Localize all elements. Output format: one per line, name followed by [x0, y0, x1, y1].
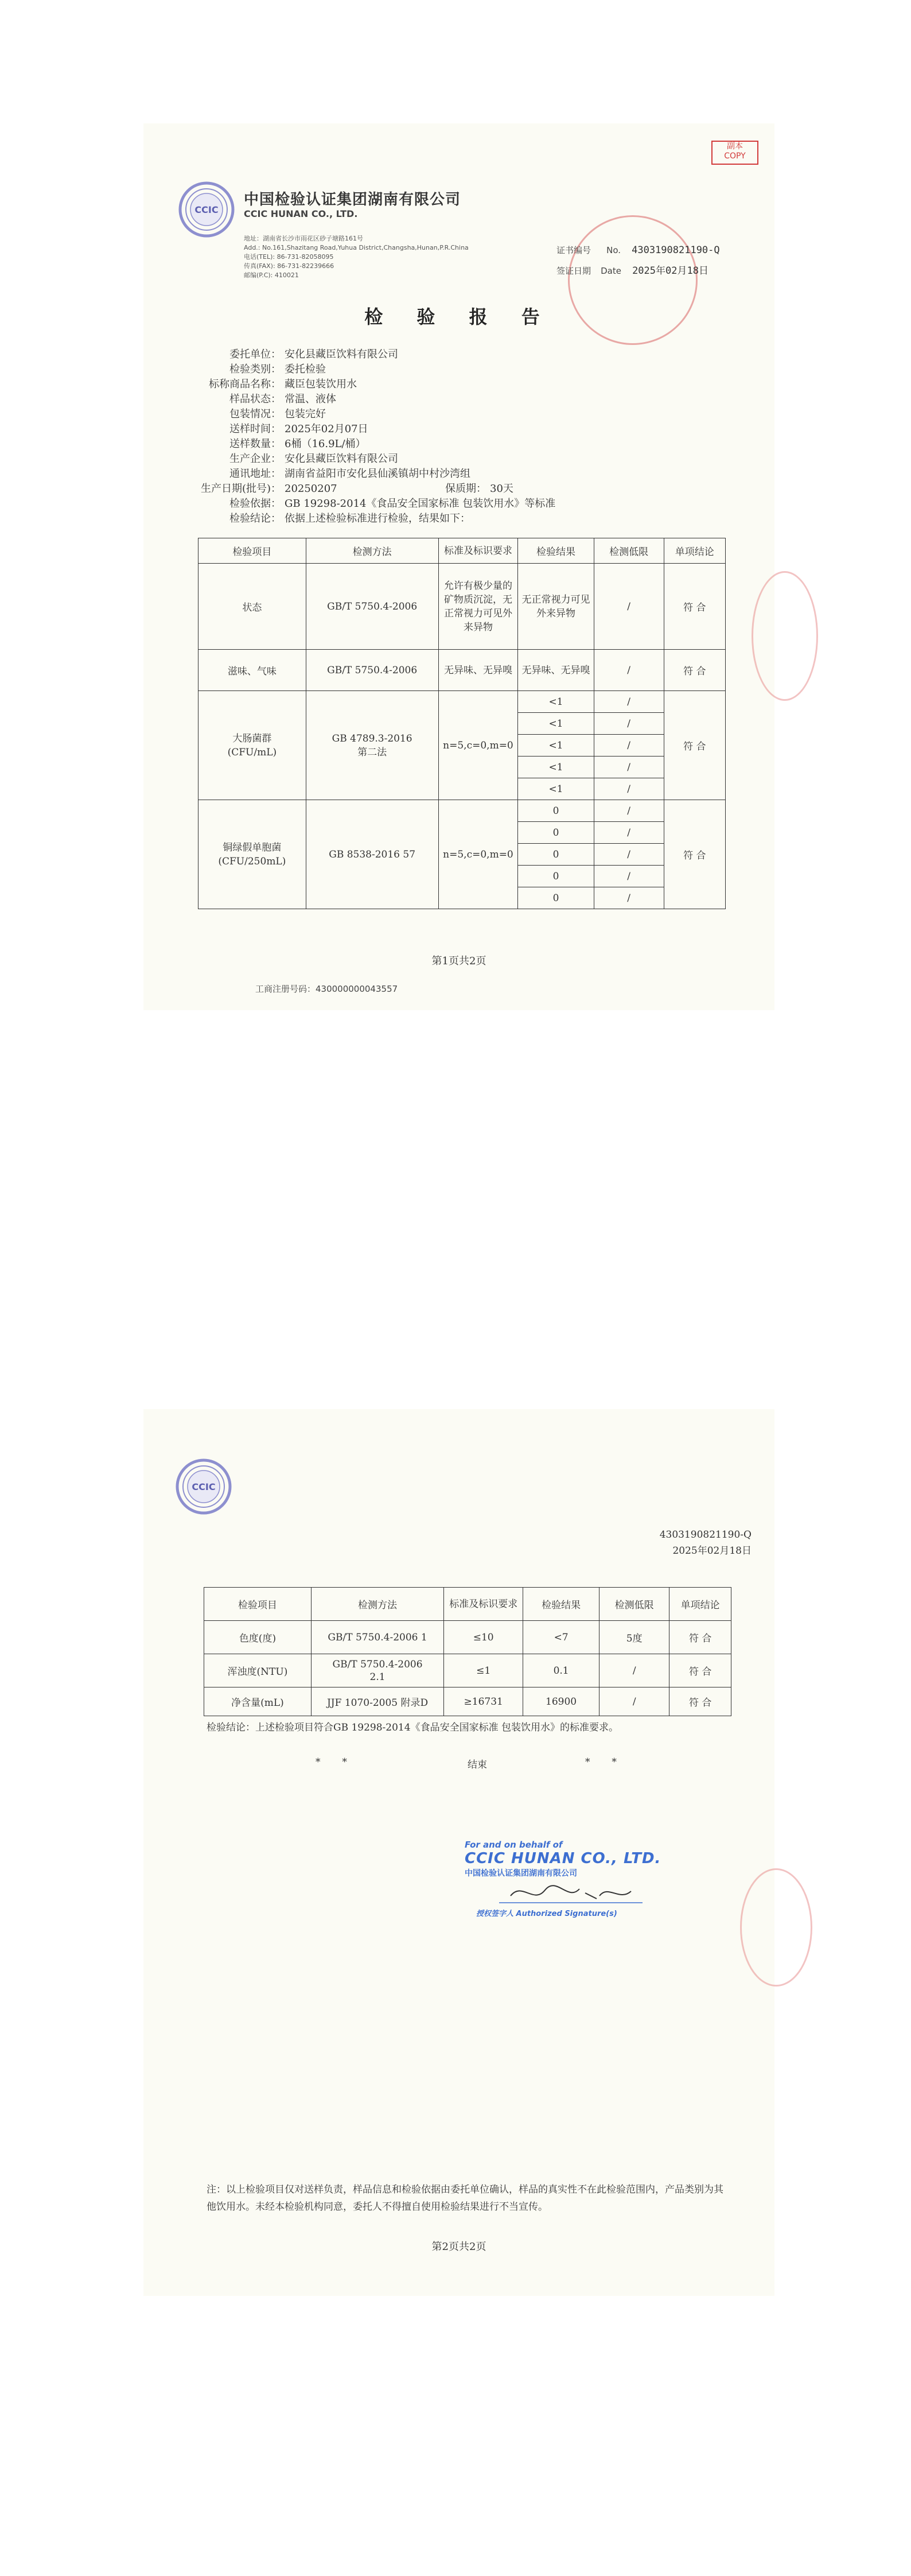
results-table-1 [198, 538, 726, 909]
field-client: 委托单位： 安化县藏臣饮料有限公司 [229, 348, 398, 360]
side-seal-mark [752, 571, 818, 701]
table-subrow: <1 / [198, 778, 726, 800]
copy-stamp [711, 141, 758, 165]
cert-date-value: 2025年02月18日 [632, 265, 708, 277]
stamp-line-1: For and on behalf of [465, 1840, 563, 1850]
table-subrow: <1 / [198, 756, 726, 778]
signature-icon [499, 1879, 648, 1907]
report-fields [149, 347, 555, 526]
field-sample-qty: 送样数量： 6桶（16.9L/桶） [229, 438, 366, 450]
page2-conclusion: 检验结论：上述检验项目符合GB 19298-2014《食品安全国家标准 包装饮用水》的标准要求。 [207, 1722, 618, 1733]
cert-no-value: 4303190821190-Q [632, 245, 720, 256]
address-line: 电话(TEL): 86-731-82058095 [244, 253, 334, 261]
results-table-2 [204, 1587, 731, 1716]
end-mark-left: * * [316, 1756, 347, 1768]
side-seal-mark [740, 1868, 812, 1987]
report-title: 检 验 报 告 [364, 306, 554, 328]
address-line: 邮编(P.C): 410021 [244, 271, 299, 279]
table-subrow: 0 / [198, 844, 726, 866]
ccic-logo-icon [178, 181, 235, 238]
cert-info [556, 244, 720, 281]
field-conclusion: 检验结论： 依据上述检验标准进行检验，结果如下： [229, 513, 470, 525]
cert-date-label: 签证日期 [556, 266, 591, 276]
page-number-2: 第2页共2页 [431, 2241, 486, 2253]
field-production-date: 生产日期(批号)： 20250207 保质期： 30天 [200, 483, 513, 495]
org-address-block [244, 234, 469, 280]
stamp-line-4: 授权签字人 Authorized Signature(s) [476, 1910, 617, 1918]
org-name-cn: 中国检验认证集团湖南有限公司 [244, 191, 461, 208]
table-subrow: 0 / [198, 866, 726, 887]
table-subrow: <1 / [198, 713, 726, 735]
field-category: 检验类别： 委托检验 [229, 363, 326, 375]
shelf-life-label: 保质期： [445, 483, 486, 495]
table-row: 铜绿假单胞菌 (CFU/250mL) GB 8538-2016 57 n=5,c=0,m=0 0 / 符 合 [198, 800, 726, 822]
cert-date-label-en: Date [601, 266, 621, 276]
logo-text: CCIC [192, 1481, 216, 1492]
page2-cert-info [614, 1527, 752, 1559]
table-row: 净含量(mL) JJF 1070-2005 附录D ≥16731 16900 / 符 合 [204, 1687, 731, 1716]
copy-stamp-cn: 副本 [727, 142, 743, 151]
end-mark-right: * * [585, 1756, 617, 1768]
field-packaging: 包装情况： 包装完好 [229, 408, 326, 420]
field-delivery-time: 送样时间： 2025年02月07日 [229, 423, 368, 435]
report-page-2 [143, 1409, 774, 2296]
authorization-stamp [465, 1840, 706, 1918]
page2-cert-no: 4303190821190-Q [659, 1529, 752, 1541]
stamp-line-2: CCIC HUNAN CO., LTD. [465, 1850, 661, 1867]
report-page-1 [143, 123, 774, 1010]
table-row: 状态 GB/T 5750.4-2006 允许有极少量的矿物质沉淀，无正常视力可见外来异物 无正常视力可见外来异物 / 符 合 [198, 564, 726, 650]
address-line: Add.: No.161,Shazitang Road,Yuhua District,Changsha,Hunan,P.R.China [244, 244, 469, 251]
cert-no-label-en: No. [606, 245, 621, 255]
table-row: 滋味、气味 GB/T 5750.4-2006 无异味、无异嗅 无异味、无异嗅 / 符 合 [198, 650, 726, 691]
org-name-en: CCIC HUNAN CO., LTD. [244, 208, 358, 219]
table-row: 大肠菌群 (CFU/mL) GB 4789.3-2016 第二法 n=5,c=0,m=0 <1 / 符 合 [198, 691, 726, 713]
cert-no-label: 证书编号 [556, 245, 591, 255]
address-line: 地址：湖南省长沙市雨花区砂子塘路161号 [244, 235, 363, 242]
logo-text: CCIC [194, 204, 219, 215]
registration-number: 工商注册号码：430000000043557 [255, 984, 398, 994]
table-subrow: 0 / [198, 887, 726, 909]
field-address: 通讯地址： 湖南省益阳市安化县仙溪镇胡中村沙湾组 [229, 468, 470, 480]
copy-stamp-en: COPY [724, 152, 746, 161]
end-mark-text: 结束 [468, 1759, 487, 1771]
page-number-1: 第1页共2页 [431, 955, 486, 967]
field-manufacturer: 生产企业： 安化县藏臣饮料有限公司 [229, 453, 398, 465]
address-line: 传真(FAX): 86-731-82239666 [244, 262, 334, 270]
ccic-logo-icon [175, 1458, 232, 1515]
disclaimer-note: 注：以上检验项目仅对送样负责，样品信息和检验依据由委托单位确认，样品的真实性不在此检验范围内，产品类别为其他饮用水。未经本检验机构同意，委托人不得擅自使用检验结果进行不当宣传。 [207, 2184, 723, 2213]
table-subrow: 0 / [198, 822, 726, 844]
field-sample-state: 样品状态： 常温、液体 [229, 393, 336, 405]
table-header-row: 检验项目 检测方法 标准及标识要求 检验结果 检测低限 单项结论 [198, 538, 726, 564]
field-basis: 检验依据： GB 19298-2014《食品安全国家标准 包装饮用水》等标准 [229, 498, 556, 510]
table-header-row: 检验项目 检测方法 标准及标识要求 检验结果 检测低限 单项结论 [204, 1588, 731, 1621]
table-row: 色度(度) GB/T 5750.4-2006 1 ≤10 <7 5度 符 合 [204, 1621, 731, 1654]
shelf-life-value: 30天 [490, 483, 513, 495]
field-product-name: 标称商品名称： 藏臣包装饮用水 [209, 378, 357, 390]
table-row: 浑浊度(NTU) GB/T 5750.4-2006 2.1 ≤1 0.1 / 符 合 [204, 1654, 731, 1687]
stamp-line-3: 中国检验认证集团湖南有限公司 [465, 1869, 577, 1878]
table-subrow: <1 / [198, 735, 726, 756]
page2-date: 2025年02月18日 [672, 1545, 752, 1557]
